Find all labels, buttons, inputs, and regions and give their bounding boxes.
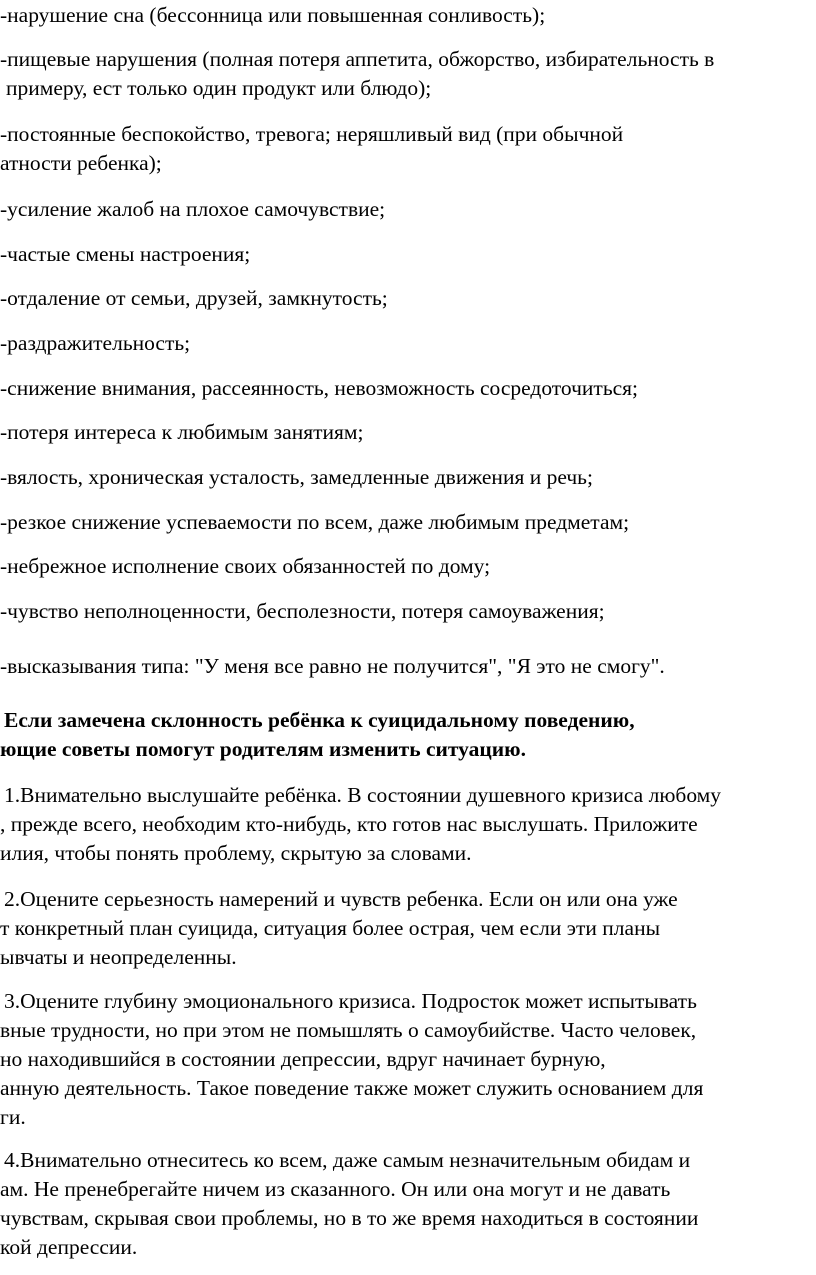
bullet-item [0,652,816,681]
bullet-item [0,463,816,492]
bullet-item [0,240,816,269]
text-line: -чувство неполноценности, бесполезности, потеря самоуважения; [0,599,605,623]
text-line: -нарушение сна (бессонница или повышенная сонливость); [0,3,546,27]
text-line: ги. [0,1105,26,1129]
text-line: , прежде всего, необходим кто-нибудь, кто готов нас выслушать. Приложите [0,812,698,836]
text-line: -высказывания типа: "У меня все равно не получится", "Я это не смогу". [0,654,665,678]
bullet-item [0,195,816,224]
text-line: -вялость, хроническая усталость, замедленные движения и речь; [0,465,593,489]
heading-line: ющие советы помогут родителям изменить ситуацию. [0,737,526,761]
text-line: но находившийся в состоянии депрессии, вдруг начинает бурную, [0,1047,606,1071]
bullet-item [0,329,816,358]
advice-paragraph [0,987,816,1132]
advice-paragraph [0,781,816,868]
text-line: чувствам, скрывая свои проблемы, но в то же время находиться в состоянии [0,1206,699,1230]
bullet-item [0,374,816,403]
bullet-item [0,508,816,537]
text-line: -резкое снижение успеваемости по всем, даже любимым предметам; [0,510,630,534]
text-line: кой депрессии. [0,1235,138,1259]
bullet-item [0,552,816,581]
text-line: -отдаление от семьи, друзей, замкнутость; [0,286,388,310]
text-line: 4.Внимательно отнеситесь ко всем, даже самым незначительным обидам и [4,1148,691,1172]
text-line: т конкретный план суицида, ситуация более острая, чем если эти планы [0,916,661,940]
bullet-item [0,597,816,626]
bullet-item [0,120,816,178]
text-line: атности ребенка); [0,151,162,175]
text-line: -снижение внимания, рассеянность, невозможность сосредоточиться; [0,376,639,400]
bullet-item [0,418,816,447]
text-line: 3.Оцените глубину эмоционального кризиса. Подросток может испытывать [4,989,697,1013]
text-line: анную деятельность. Такое поведение также может служить основанием для [0,1076,704,1100]
text-line: -потеря интереса к любимым занятиям; [0,420,364,444]
bullet-item [0,45,816,103]
text-line: -усиление жалоб на плохое самочувствие; [0,197,386,221]
text-line: -небрежное исполнение своих обязанностей по дому; [0,554,491,578]
text-line: 1.Внимательно выслушайте ребёнка. В состоянии душевного кризиса любому [4,783,722,807]
heading-line: Если замечена склонность ребёнка к суицидальному поведению, [4,708,635,732]
text-line: -пищевые нарушения (полная потеря аппетита, обжорство, избирательность в [0,47,715,71]
text-line: -частые смены настроения; [0,242,251,266]
advice-paragraph [0,1146,816,1262]
section-heading [0,706,816,764]
bullet-item [0,284,816,313]
text-line: вные трудности, но при этом не помышлять о самоубийстве. Часто человек, [0,1018,697,1042]
text-line: ывчаты и неопределенны. [0,945,237,969]
advice-paragraph [0,885,816,972]
text-line: -постоянные беспокойство, тревога; неряшливый вид (при обычной [0,122,624,146]
text-line: -раздражительность; [0,331,191,355]
text-line: 2.Оцените серьезность намерений и чувств ребенка. Если он или она уже [4,887,678,911]
text-line: примеру, ест только один продукт или блюдо); [6,76,432,100]
bullet-item [0,1,816,30]
text-line: ам. Не пренебрегайте ничем из сказанного. Он или она могут и не давать [0,1177,671,1201]
text-line: илия, чтобы понять проблему, скрытую за словами. [0,841,472,865]
